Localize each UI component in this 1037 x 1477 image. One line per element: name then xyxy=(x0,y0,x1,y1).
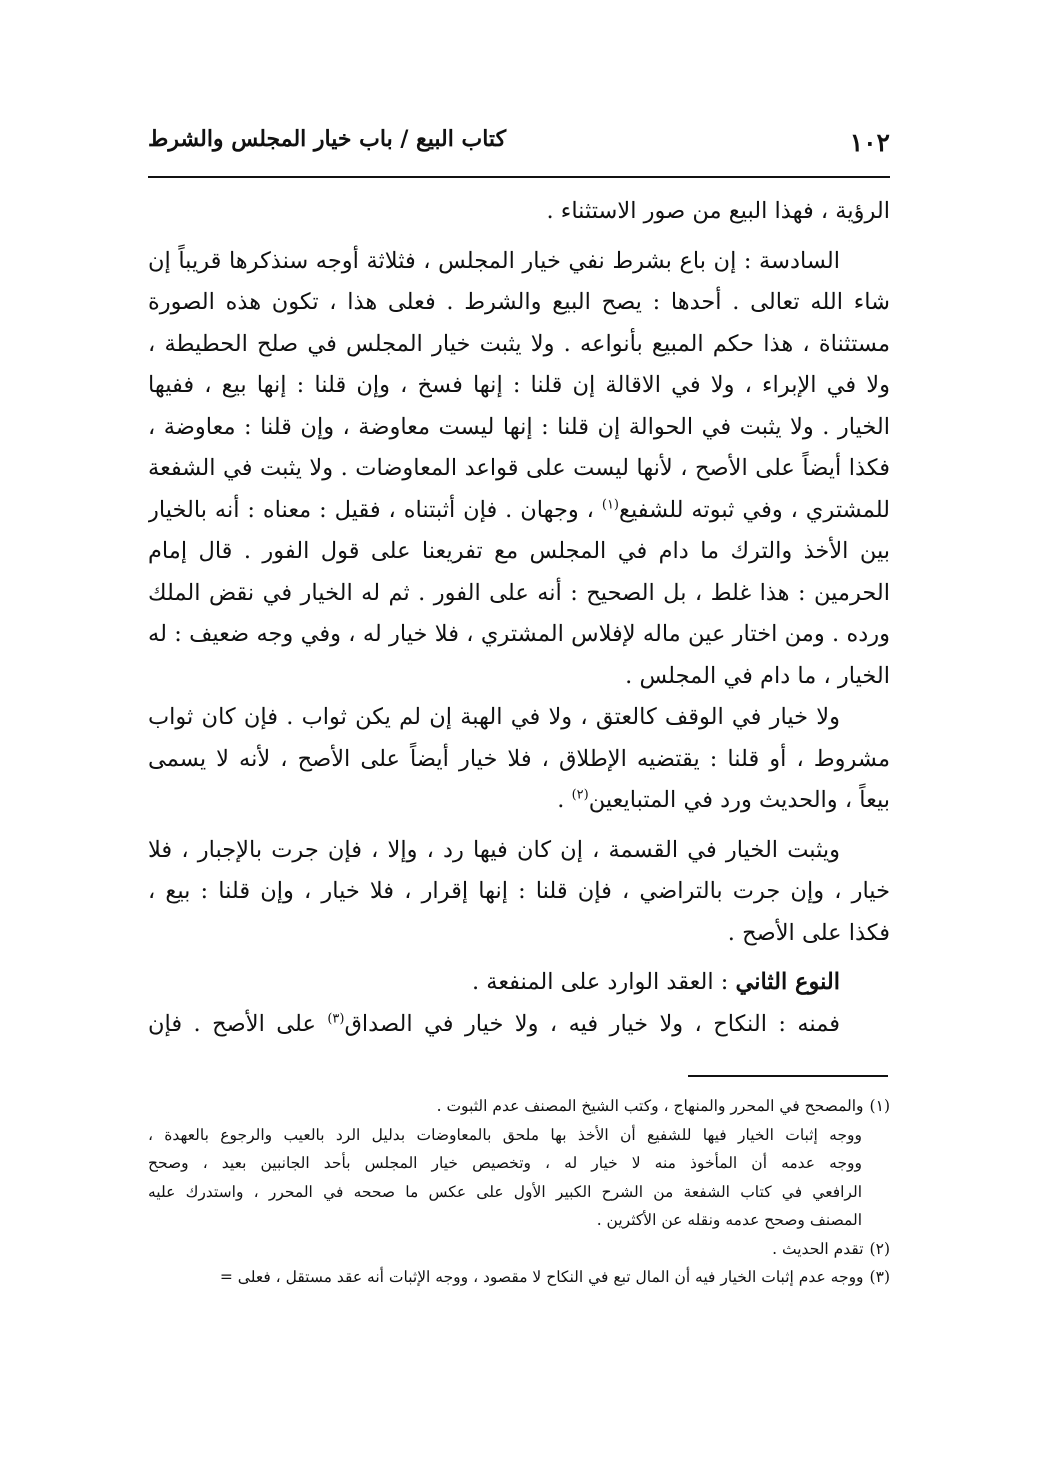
text-line: فكذا أيضاً على الأصح ، لأنها ليست على قواعد المعاوضات . ولا يثبت في الشفعة xyxy=(148,455,890,481)
text-segment: فمنه : النكاح ، ولا خيار فيه ، ولا خيار في الصداق xyxy=(344,1010,840,1037)
footnote-reference: (٣) xyxy=(327,1011,345,1026)
footnote-2 xyxy=(148,1235,890,1264)
text-line: ولا خيار في الوقف كالعتق ، ولا في الهبة إن لم يكن ثواب . فإن كان ثواب xyxy=(148,704,840,730)
footnote-line: ووجه عدمه أن المأخوذ منه لا خيار له ، وتخصيص خيار المجلس بأحد الجانبين بعيد ، وصحح xyxy=(148,1154,862,1172)
section-line xyxy=(148,962,890,1004)
text-line: فكذا على الأصح . xyxy=(727,919,890,946)
footnote-line: المصنف وصحح عدمه ونقله عن الأكثرين . xyxy=(596,1211,862,1229)
text-segment: بيعاً ، والحديث ورد في المتبايعين xyxy=(588,787,890,813)
text-line: بين الأخذ والترك ما دام في المجلس مع تفريعنا على قول الفور . قال إمام xyxy=(148,538,890,564)
text-line: مشروط ، أو قلنا : يقتضيه الإطلاق ، فلا خيار أيضاً على الأصح ، لأنه لا يسمى xyxy=(148,745,890,772)
footnote-number: (٣) xyxy=(869,1268,890,1286)
text-line: ورده . ومن اختار عين ماله لإفلاس المشتري ، فلا خيار له ، وفي وجه ضعيف : له xyxy=(148,621,890,647)
text-segment: على الأصح . فإن xyxy=(148,1010,328,1037)
text-line: الخيار ، ما دام في المجلس . xyxy=(625,662,890,689)
text-segment: : العقد الوارد على المنفعة . xyxy=(471,969,736,995)
text-line xyxy=(148,1004,890,1046)
footnote-number: (٢) xyxy=(869,1239,890,1258)
footnote-number: (١) xyxy=(869,1097,890,1115)
footnote-3 xyxy=(148,1263,890,1292)
text-line: ولا في الإبراء ، ولا في الاقالة إن قلنا : إنها فسخ ، وإن قلنا : إنها بيع ، ففيها xyxy=(148,372,890,398)
text-segment: للمشتري ، وفي ثبوته للشفيع xyxy=(619,496,890,523)
header-rule xyxy=(148,176,890,178)
text-line: السادسة : إن باع بشرط نفي خيار المجلس ، فثلاثة أوجه سنذكرها قريباً إن xyxy=(148,247,840,274)
footnote-text: والمصحح في المحرر والمنهاج ، وكتب الشيخ المصنف عدم الثبوت . xyxy=(436,1097,864,1115)
footnote-1 xyxy=(148,1092,890,1121)
footnote-text: تقدم الحديث . xyxy=(772,1239,864,1258)
text-line xyxy=(148,490,890,532)
text-line: الرؤية ، فهذا البيع من صور الاستثناء . xyxy=(546,198,890,224)
text-line: مستثناة ، هذا حكم المبيع بأنواعه . ولا يثبت خيار المجلس في صلح الحطيطة ، xyxy=(148,330,890,357)
section-heading: النوع الثاني xyxy=(735,969,840,995)
text-line: الخيار . ولا يثبت في الحوالة إن قلنا : إنها ليست معاوضة ، وإن قلنا : معاوضة ، xyxy=(148,413,890,440)
footnote-reference: (١) xyxy=(601,497,619,512)
footnote-line: الرافعي في كتاب الشفعة من الشرح الكبير الأول على عكس ما صححه في المحرر ، واستدرك عليه xyxy=(148,1182,862,1201)
footnote-line: ووجه إثبات الخيار فيها للشفيع أن الأخذ بها ملحق بالمعاوضات بدليل الرد بالعيب والرجوع بالعهدة ، xyxy=(148,1125,862,1144)
text-segment: ، وجهان . فإن أثبتناه ، فقيل : معناه : أنه بالخيار xyxy=(148,496,594,523)
text-line: ويثبت الخيار في القسمة ، إن كان فيها رد ، وإلا ، فإن جرت بالإجبار ، فلا xyxy=(148,836,840,863)
body-text xyxy=(148,191,890,1045)
running-title: كتاب البيع / باب خيار المجلس والشرط xyxy=(148,126,507,152)
text-line: شاء الله تعالى . أحدها : يصح البيع والشرط . فعلى هذا ، تكون هذه الصورة xyxy=(148,289,890,315)
footnote-text: ووجه عدم إثبات الخيار فيه أن المال تبع في النكاح لا مقصود ، ووجه الإثبات أنه عقد مستقل ، فعلى = xyxy=(219,1268,864,1286)
text-line: خيار ، وإن جرت بالتراضي ، فإن قلنا : إنها إقرار ، فلا خيار ، وإن قلنا : بيع ، xyxy=(148,878,890,904)
text-segment: . xyxy=(557,787,572,813)
text-line xyxy=(148,780,890,822)
footnote-reference: (٢) xyxy=(571,787,589,803)
text-line: الحرمين : هذا غلط ، بل الصحيح : أنه على الفور . ثم له الخيار في نقض الملك xyxy=(148,579,890,606)
footnotes xyxy=(148,1092,890,1292)
page-number: ١٠٢ xyxy=(849,128,890,157)
footnote-rule xyxy=(688,1075,888,1077)
page-header xyxy=(148,118,890,168)
